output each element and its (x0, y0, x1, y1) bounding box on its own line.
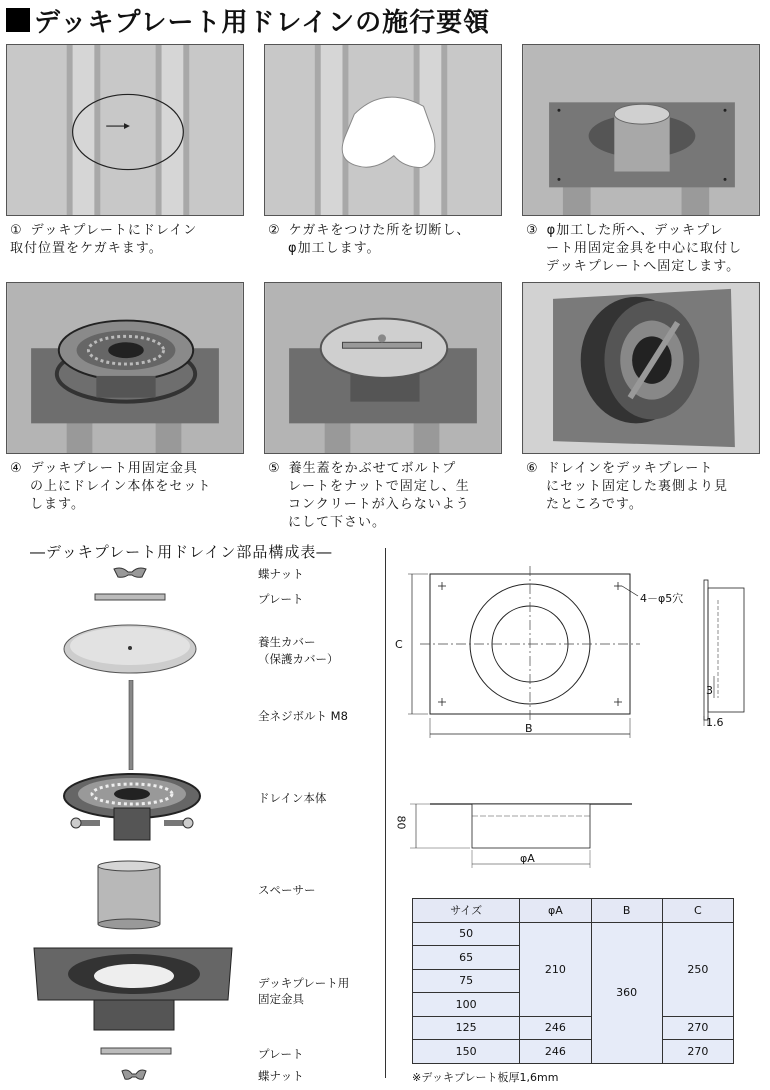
label-protective-cover-sub: （保護カバー） (258, 652, 339, 666)
wing-nut-bottom-image (120, 1068, 148, 1082)
step-6-caption: ⑥ ドレインをデッキプレート にセット固定した裏側より見 たところです。 (526, 461, 729, 512)
label-plate-bottom: プレート (258, 1047, 304, 1061)
label-protective-cover: 養生カバー (258, 635, 316, 649)
label-bracket-2: 固定金具 (258, 992, 304, 1006)
step-5-caption: ⑤ 養生蓋をかぶせてボルトプ レートをナットで固定し、生 コンクリートが入らないよう にして下さい。 (268, 461, 470, 530)
cell-size: 125 (413, 1016, 520, 1040)
hole-label: 4－φ5穴 (640, 592, 684, 605)
dim-a-label: φA (520, 852, 535, 865)
photo-step-2 (264, 44, 502, 216)
header-a: φA (520, 899, 591, 923)
side-view-drawing (694, 576, 754, 736)
plate-top-image (94, 593, 166, 601)
cell-a: 210 (520, 922, 591, 1016)
section-divider (385, 548, 386, 1078)
dim-80-label: 80 (394, 815, 408, 830)
header-c: C (662, 899, 733, 923)
step-1-caption: ① デッキプレートにドレイン 取付位置をケガキます。 (10, 223, 198, 256)
fixing-bracket-image (30, 944, 236, 1034)
thickness-note: ※デッキプレート板厚1,6mm (412, 1071, 559, 1084)
photo-step-3 (522, 44, 760, 216)
title-text: デッキプレート用ドレインの施行要領 (34, 7, 491, 38)
cell-size: 150 (413, 1040, 520, 1064)
photo-step-1 (6, 44, 244, 216)
photo-step-6 (522, 282, 760, 454)
label-wing-nut-bottom: 蝶ナット (258, 1069, 304, 1083)
drain-body-image (62, 770, 212, 846)
cell-c: 250 (662, 922, 733, 1016)
cell-a: 246 (520, 1040, 591, 1064)
step-4-caption: ④ デッキプレート用固定金具 の上にドレイン本体をセット します。 (10, 461, 212, 512)
label-threaded-bolt: 全ネジボルト M8 (258, 709, 348, 723)
cell-size: 50 (413, 922, 520, 946)
header-b: B (591, 899, 662, 923)
label-drain-body: ドレイン本体 (258, 791, 327, 805)
dim-3-label: 3 (706, 684, 713, 697)
photo-step-4 (6, 282, 244, 454)
spec-table (412, 898, 734, 1064)
cell-size: 65 (413, 946, 520, 970)
title-square-icon (6, 8, 30, 32)
protective-cover-image (62, 622, 198, 676)
cell-size: 75 (413, 969, 520, 993)
label-plate-top: プレート (258, 592, 304, 606)
dim-1-6-label: 1.6 (706, 716, 724, 729)
header-size: サイズ (413, 899, 520, 923)
dim-b-label: B (525, 722, 533, 735)
spacer-image (96, 860, 162, 930)
step-2-caption: ② ケガキをつけた所を切断し、 φ加工します。 (268, 223, 471, 256)
label-bracket-1: デッキプレート用 (258, 976, 350, 990)
cell-b: 360 (591, 922, 662, 1063)
threaded-bolt-image (128, 680, 134, 770)
page-title (6, 2, 490, 38)
label-spacer: スペーサー (258, 883, 316, 897)
cell-c: 270 (662, 1040, 733, 1064)
photo-step-5 (264, 282, 502, 454)
cell-c: 270 (662, 1016, 733, 1040)
step-3-caption: ③ φ加工した所へ、デッキプレ ート用固定金具を中心に取付し デッキプレートへ固定します。 (526, 223, 743, 274)
label-wing-nut-top: 蝶ナット (258, 567, 304, 581)
plate-bottom-image (100, 1047, 172, 1055)
parts-list-title: ―デッキプレート用ドレイン部品構成表― (30, 543, 333, 561)
dim-c-label: C (395, 638, 403, 651)
cell-size: 100 (413, 993, 520, 1017)
wing-nut-top-image (112, 566, 148, 580)
cell-a: 246 (520, 1016, 591, 1040)
